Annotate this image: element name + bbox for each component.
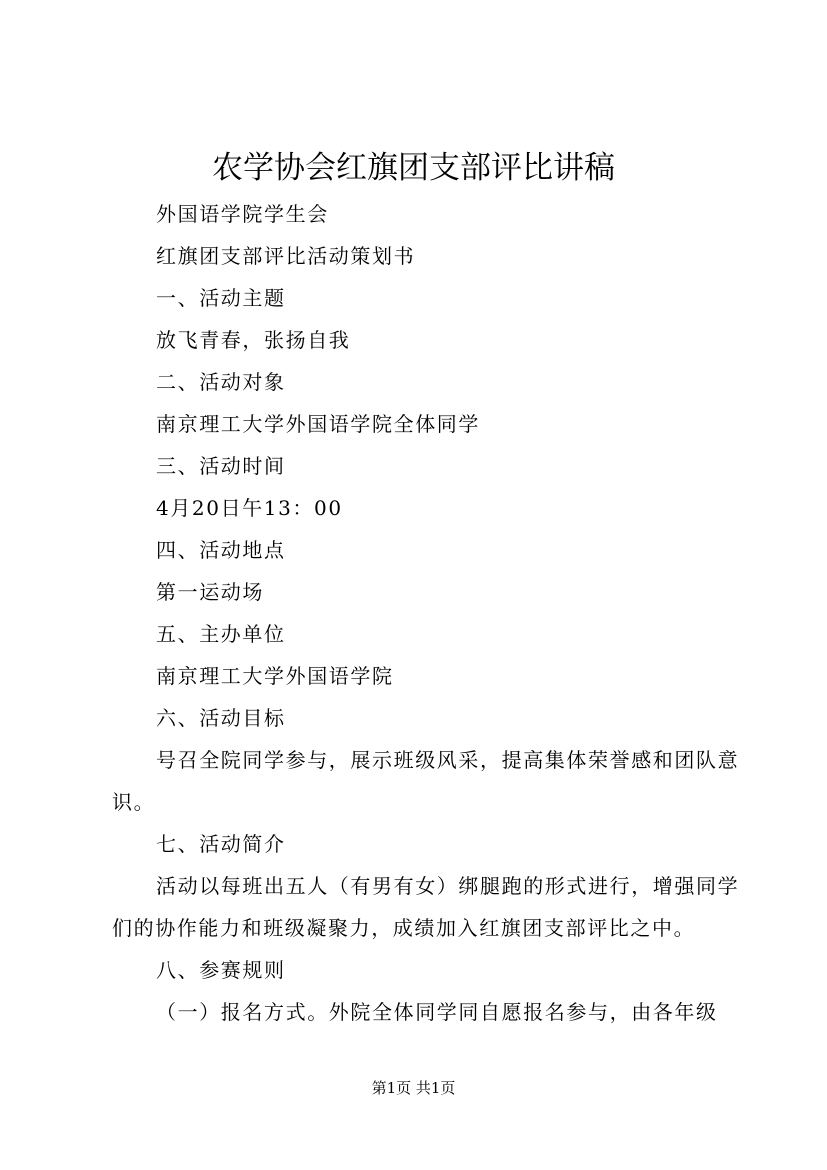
paragraph-plan-title: 红旗团支部评比活动策划书: [156, 244, 416, 268]
heading-host-unit: 五、主办单位: [156, 622, 286, 646]
paragraph-activity-theme: 放飞青春，张扬自我: [156, 328, 351, 352]
paragraph-activity-intro: 活动以每班出五人（有男有女）绑腿跑的形式进行，增强同学们的协作能力和班级凝聚力，成绩加入红旗团支部评比之中。: [112, 874, 740, 940]
paragraph-registration: （一）报名方式。外院全体同学同自愿报名参与，由各年级: [156, 1000, 718, 1024]
paragraph-host-unit: 南京理工大学外国语学院: [156, 664, 394, 688]
heading-activity-time: 三、活动时间: [156, 454, 286, 478]
heading-activity-intro: 七、活动简介: [156, 832, 286, 856]
heading-activity-theme: 一、活动主题: [156, 286, 286, 310]
paragraph-activity-location: 第一运动场: [156, 580, 264, 604]
heading-activity-target: 二、活动对象: [156, 370, 286, 394]
heading-activity-location: 四、活动地点: [156, 538, 286, 562]
document-body: [112, 193, 740, 1033]
heading-activity-goal: 六、活动目标: [156, 706, 286, 730]
heading-rules: 八、参赛规则: [156, 958, 286, 982]
paragraph-activity-goal: 号召全院同学参与，展示班级风采，提高集体荣誉感和团队意识。: [112, 748, 740, 814]
paragraph-activity-time: 4月20日午13：00: [156, 496, 343, 520]
paragraph-activity-target: 南京理工大学外国语学院全体同学: [156, 412, 480, 436]
page-footer: 第1页 共1页: [371, 1079, 456, 1097]
document-title: 农学协会红旗团支部评比讲稿: [212, 150, 615, 186]
paragraph-organizer: 外国语学院学生会: [156, 202, 329, 226]
